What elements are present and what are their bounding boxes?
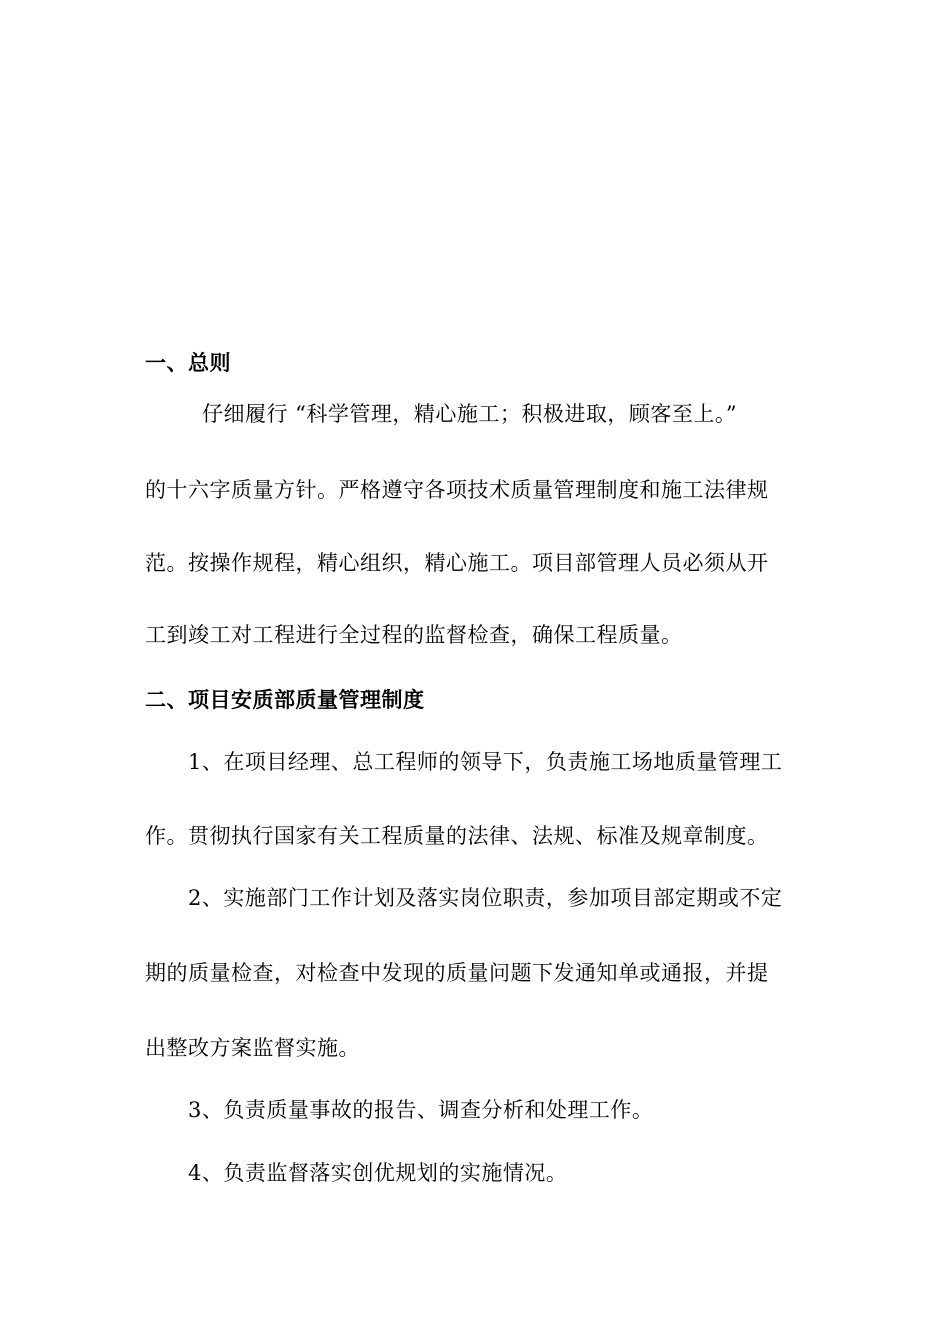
paragraph-line: 范。按操作规程，精心组织，精心施工。项目部管理人员必须从开 [145,551,769,575]
list-item-line: 4、负责监督落实创优规划的实施情况。 [188,1161,568,1185]
list-item-line: 出整改方案监督实施。 [145,1036,360,1060]
paragraph-line: 工到竣工对工程进行全过程的监督检查，确保工程质量。 [145,623,683,647]
section-heading-quality-management: 二、项目安质部质量管理制度 [145,687,425,712]
list-item-line: 3、负责质量事故的报告、调查分析和处理工作。 [188,1098,654,1122]
paragraph-line: 仔细履行 “科学管理，精心施工；积极进取，顾客至上。” [202,402,738,426]
paragraph-line: 的十六字质量方针。严格遵守各项技术质量管理制度和施工法律规 [145,478,769,502]
list-item-line: 作。贯彻执行国家有关工程质量的法律、法规、标准及规章制度。 [145,824,769,848]
list-item-line: 1、在项目经理、总工程师的领导下，负责施工场地质量管理工 [188,750,783,774]
list-item-line: 2、实施部门工作计划及落实岗位职责，参加项目部定期或不定 [188,886,783,910]
list-item-line: 期的质量检查，对检查中发现的质量问题下发通知单或通报，并提 [145,961,769,985]
section-heading-general: 一、总则 [145,350,231,375]
